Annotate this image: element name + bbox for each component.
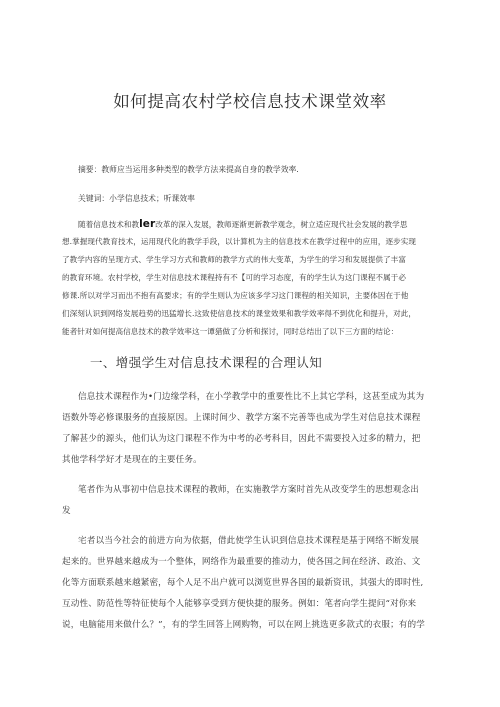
intro-line: 们深刻认识到网络发展趋势的迅猛增长.这致使信息技术的课堂效果和教学效率得不到优化和提升，对此，: [62, 309, 417, 318]
body-line: 起来的。世界越来越成为一个整体，网络作为最重要的推动力，使各国之间在经济、政治、文: [62, 557, 421, 567]
ler-glyph: ler: [139, 218, 156, 230]
intro-line: 的教育环境。农村学校，学生对信息技术课程持有不【可的学习态度，有的学生认为这门课程不属于必: [62, 273, 406, 282]
body-line: 笔者作为从事初中信息技术课程的教师，在实施教学方案时首先从改变学生的思想观念出: [78, 485, 420, 495]
body-line: 发: [62, 506, 71, 516]
abstract-line: 摘要：教师应当运用多种类型的教学方法来提高自身的教学效率.: [78, 165, 299, 174]
body-line: 互动性、防范性等特征使每个人能够享受到方便快捷的服务。例如：笔者向学生提问“对你来: [62, 599, 417, 609]
body-line: 说，电脑能用来做什么？”，有的学生回答上网购物，可以在网上挑选更多款式的衣服；有的学: [62, 620, 426, 630]
intro-line-1-start: 随着信息技术和教: [78, 220, 140, 229]
body-line: 宅者以当今社会的前进方向为依据，借此使学生认识到信息技术课程是基于网络不断发展: [78, 536, 420, 546]
intro-line-1: [78, 218, 407, 230]
keywords-line: 关键词：小学信息技术；听课效率: [78, 194, 195, 203]
body-line: 信息技术课程作为•门边缘学科，在小学教学中的重要性比不上其它学科，这甚至成为其为: [78, 392, 425, 402]
intro-line: 修课.所以对学习而出不抱有高要求；有的学生则认为应该多学习这门课程的相关知识，主要体因在于他: [62, 291, 409, 300]
section-heading: 一、增强学生对信息技术课程的合理认知: [90, 355, 323, 370]
body-line: 了解甚少的源头，他们认为这门课程不作为中考的必考科目，因此不需要投入过多的精力，把: [62, 434, 421, 444]
intro-line: 了教学内容的呈现方式、学生学习方式和教师的教学方式的伟大变革，为学生的学习和发展提供了丰富: [62, 255, 406, 264]
body-line: 语数外等必修课服务的直接原因。上课时间少、教学方案不完善等也成为学生对信息技术课程: [62, 413, 421, 423]
intro-line: 能者针对如何提高信息技术的教学效率这一谭猎做了分析和探讨，同时总结出了以下三方面的结论：: [62, 327, 399, 336]
intro-line: 想.掌握现代教育技术，运用现代化的教学手段，以计算机为主的信息技术在教学过程中的应用，逐步实现: [62, 237, 417, 246]
body-line: 化等方面联系越来越紧密，每个人足不出户就可以浏览世界各国的最新资讯，其强大的即时性,: [62, 578, 424, 588]
intro-line-1-end: 改革的深入发展，教师逐渐更新教学观念，树立适应现代社会发展的教学思: [155, 220, 408, 229]
body-line: 其他学科学好才是现在的主要任务。: [62, 455, 202, 465]
document-title: 如何提高农村学校信息技术课堂效率: [113, 92, 387, 111]
